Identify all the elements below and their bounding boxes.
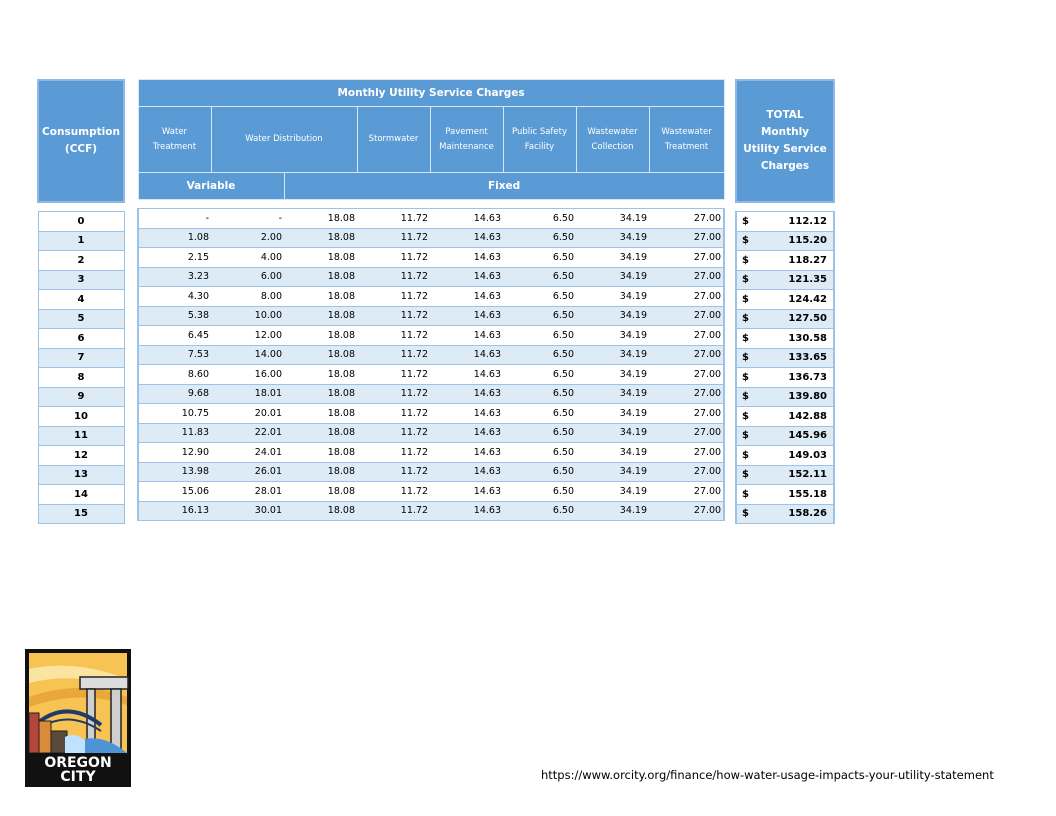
charge-cell: 6.50 — [503, 228, 576, 248]
total-row — [736, 251, 834, 271]
consumption-value: 6 — [38, 329, 124, 349]
charges-table — [137, 79, 725, 521]
charge-cell: 13.98 — [138, 462, 211, 482]
total-row — [736, 368, 834, 388]
consumption-value: 5 — [38, 309, 124, 329]
charge-cell: 22.01 — [211, 423, 284, 443]
charge-cell: - — [138, 209, 211, 229]
charge-cell: 11.72 — [357, 404, 430, 424]
consumption-row — [38, 485, 124, 505]
charge-cell: 27.00 — [649, 384, 724, 404]
table-row — [138, 404, 724, 424]
charge-cell: 14.63 — [430, 462, 503, 482]
charge-cell: 11.72 — [357, 306, 430, 326]
currency-symbol: $ — [736, 368, 785, 388]
charge-cell: 34.19 — [576, 287, 649, 307]
charge-cell: 14.63 — [430, 482, 503, 502]
charge-cell: 34.19 — [576, 384, 649, 404]
charge-cell: 6.50 — [503, 326, 576, 346]
total-row — [736, 485, 834, 505]
charge-cell: 3.23 — [138, 267, 211, 287]
total-header: TOTAL Monthly Utility Service Charges — [736, 80, 834, 202]
charge-cell: 14.63 — [430, 326, 503, 346]
col-header-wastewater-collection: Wastewater Collection — [576, 107, 649, 173]
table-row — [138, 345, 724, 365]
charge-cell: 11.72 — [357, 228, 430, 248]
charge-cell: 6.50 — [503, 423, 576, 443]
charge-cell: 12.90 — [138, 443, 211, 463]
consumption-row — [38, 407, 124, 427]
charge-cell: 34.19 — [576, 345, 649, 365]
group-variable: Variable — [138, 173, 284, 200]
charge-cell: 26.01 — [211, 462, 284, 482]
consumption-row — [38, 251, 124, 271]
charge-cell: 18.08 — [284, 306, 357, 326]
consumption-header-line1: Consumption — [42, 126, 120, 138]
consumption-row — [38, 329, 124, 349]
currency-symbol: $ — [736, 504, 785, 524]
consumption-value: 14 — [38, 485, 124, 505]
logo-text-oregon: OREGON — [44, 755, 112, 771]
charge-cell: 34.19 — [576, 209, 649, 229]
charge-cell: 11.72 — [357, 462, 430, 482]
footer-url: https://www.orcity.org/finance/how-water-usage-impacts-your-utility-statement — [541, 768, 994, 782]
charge-cell: 18.08 — [284, 423, 357, 443]
charge-cell: 20.01 — [211, 404, 284, 424]
consumption-value: 15 — [38, 504, 124, 524]
charge-cell: 27.00 — [649, 306, 724, 326]
charge-cell: 34.19 — [576, 267, 649, 287]
consumption-row — [38, 212, 124, 232]
currency-symbol: $ — [736, 251, 785, 271]
charge-cell: 11.72 — [357, 287, 430, 307]
consumption-table — [37, 79, 125, 524]
charge-cell: 18.08 — [284, 326, 357, 346]
charge-cell: 6.50 — [503, 306, 576, 326]
consumption-row — [38, 368, 124, 388]
charge-cell: 2.15 — [138, 248, 211, 268]
currency-symbol: $ — [736, 231, 785, 251]
consumption-value: 12 — [38, 446, 124, 466]
total-amount: 158.26 — [785, 504, 834, 524]
total-amount: 149.03 — [785, 446, 834, 466]
total-amount: 142.88 — [785, 407, 834, 427]
charge-cell: 28.01 — [211, 482, 284, 502]
charge-cell: 18.08 — [284, 248, 357, 268]
charge-cell: 14.63 — [430, 287, 503, 307]
charge-cell: 6.45 — [138, 326, 211, 346]
charge-cell: 18.08 — [284, 287, 357, 307]
charge-cell: 27.00 — [649, 482, 724, 502]
table-title: Monthly Utility Service Charges — [138, 80, 724, 107]
charge-cell: 6.50 — [503, 501, 576, 521]
charge-cell: 18.01 — [211, 384, 284, 404]
consumption-value: 2 — [38, 251, 124, 271]
charge-cell: 27.00 — [649, 345, 724, 365]
consumption-row — [38, 231, 124, 251]
charge-cell: 11.72 — [357, 267, 430, 287]
table-row — [138, 209, 724, 229]
consumption-value: 9 — [38, 387, 124, 407]
consumption-row — [38, 504, 124, 524]
charge-cell: 12.00 — [211, 326, 284, 346]
table-row — [138, 365, 724, 385]
charge-cell: 6.50 — [503, 384, 576, 404]
charge-cell: 6.50 — [503, 365, 576, 385]
logo-text-city: CITY — [60, 769, 96, 785]
total-amount: 136.73 — [785, 368, 834, 388]
currency-symbol: $ — [736, 309, 785, 329]
charge-cell: 14.63 — [430, 501, 503, 521]
charge-cell: 14.00 — [211, 345, 284, 365]
charge-cell: 30.01 — [211, 501, 284, 521]
charge-cell: 34.19 — [576, 248, 649, 268]
charge-cell: 10.00 — [211, 306, 284, 326]
col-header-water-distribution: Water Distribution — [211, 107, 357, 173]
consumption-value: 4 — [38, 290, 124, 310]
total-amount: 145.96 — [785, 426, 834, 446]
charge-cell: 14.63 — [430, 267, 503, 287]
total-table — [735, 79, 835, 524]
charge-cell: 11.72 — [357, 326, 430, 346]
charge-cell: 24.01 — [211, 443, 284, 463]
charge-cell: 27.00 — [649, 365, 724, 385]
consumption-header — [38, 80, 124, 202]
charge-cell: 34.19 — [576, 404, 649, 424]
table-row — [138, 423, 724, 443]
charge-cell: 11.72 — [357, 501, 430, 521]
charge-cell: 34.19 — [576, 306, 649, 326]
charge-cell: 34.19 — [576, 501, 649, 521]
consumption-row — [38, 465, 124, 485]
table-row — [138, 326, 724, 346]
table-row — [138, 267, 724, 287]
total-row — [736, 290, 834, 310]
charge-cell: 34.19 — [576, 482, 649, 502]
charge-cell: 11.72 — [357, 423, 430, 443]
charge-cell: 18.08 — [284, 345, 357, 365]
charge-cell: 27.00 — [649, 404, 724, 424]
total-row — [736, 348, 834, 368]
charge-cell: 2.00 — [211, 228, 284, 248]
charge-cell: 14.63 — [430, 384, 503, 404]
table-row — [138, 306, 724, 326]
charge-cell: 11.72 — [357, 384, 430, 404]
charge-cell: 6.50 — [503, 345, 576, 365]
charge-cell: 18.08 — [284, 209, 357, 229]
charge-cell: 11.72 — [357, 248, 430, 268]
charge-cell: 14.63 — [430, 209, 503, 229]
total-amount: 124.42 — [785, 290, 834, 310]
total-row — [736, 387, 834, 407]
consumption-row — [38, 387, 124, 407]
charge-cell: 18.08 — [284, 228, 357, 248]
total-row — [736, 212, 834, 232]
charge-cell: 14.63 — [430, 345, 503, 365]
consumption-value: 10 — [38, 407, 124, 427]
col-header-stormwater: Stormwater — [357, 107, 430, 173]
total-row — [736, 426, 834, 446]
currency-symbol: $ — [736, 465, 785, 485]
charge-cell: 6.50 — [503, 443, 576, 463]
consumption-row — [38, 290, 124, 310]
charge-cell: 18.08 — [284, 501, 357, 521]
total-amount: 118.27 — [785, 251, 834, 271]
total-row — [736, 231, 834, 251]
col-header-wastewater-treatment: Wastewater Treatment — [649, 107, 724, 173]
charge-cell: 6.50 — [503, 462, 576, 482]
charge-cell: 27.00 — [649, 228, 724, 248]
charge-cell: 27.00 — [649, 326, 724, 346]
table-row — [138, 248, 724, 268]
table-row — [138, 482, 724, 502]
table-row — [138, 501, 724, 521]
col-header-pavement-maintenance: Pavement Maintenance — [430, 107, 503, 173]
charge-cell: 14.63 — [430, 404, 503, 424]
group-fixed: Fixed — [284, 173, 724, 200]
charge-cell: 6.50 — [503, 248, 576, 268]
charge-cell: 11.72 — [357, 345, 430, 365]
charge-cell: 18.08 — [284, 267, 357, 287]
total-row — [736, 407, 834, 427]
total-amount: 155.18 — [785, 485, 834, 505]
currency-symbol: $ — [736, 212, 785, 232]
consumption-value: 3 — [38, 270, 124, 290]
charge-cell: 34.19 — [576, 228, 649, 248]
charge-cell: 34.19 — [576, 326, 649, 346]
total-row — [736, 504, 834, 524]
total-row — [736, 270, 834, 290]
total-row — [736, 446, 834, 466]
charge-cell: 6.50 — [503, 482, 576, 502]
currency-symbol: $ — [736, 270, 785, 290]
charge-cell: 27.00 — [649, 501, 724, 521]
currency-symbol: $ — [736, 348, 785, 368]
consumption-header-line2: (CCF) — [64, 143, 98, 155]
consumption-value: 7 — [38, 348, 124, 368]
total-row — [736, 465, 834, 485]
charge-cell: 6.50 — [503, 404, 576, 424]
currency-symbol: $ — [736, 290, 785, 310]
total-row — [736, 309, 834, 329]
charge-cell: 11.83 — [138, 423, 211, 443]
consumption-value: 13 — [38, 465, 124, 485]
charge-cell: 18.08 — [284, 482, 357, 502]
charge-cell: 11.72 — [357, 482, 430, 502]
total-amount: 127.50 — [785, 309, 834, 329]
charge-cell: 4.30 — [138, 287, 211, 307]
consumption-value: 8 — [38, 368, 124, 388]
total-amount: 112.12 — [785, 212, 834, 232]
total-amount: 130.58 — [785, 329, 834, 349]
table-row — [138, 287, 724, 307]
currency-symbol: $ — [736, 387, 785, 407]
charge-cell: 6.50 — [503, 209, 576, 229]
charge-cell: 16.00 — [211, 365, 284, 385]
charge-cell: 18.08 — [284, 384, 357, 404]
charge-cell: 7.53 — [138, 345, 211, 365]
total-amount: 139.80 — [785, 387, 834, 407]
charge-cell: 6.50 — [503, 287, 576, 307]
total-amount: 115.20 — [785, 231, 834, 251]
total-amount: 121.35 — [785, 270, 834, 290]
charge-cell: 10.75 — [138, 404, 211, 424]
table-row — [138, 443, 724, 463]
charge-cell: 15.06 — [138, 482, 211, 502]
charge-cell: 11.72 — [357, 365, 430, 385]
col-header-public-safety-facility: Public Safety Facility — [503, 107, 576, 173]
charge-cell: 34.19 — [576, 365, 649, 385]
charge-cell: 18.08 — [284, 462, 357, 482]
charge-cell: 27.00 — [649, 443, 724, 463]
charge-cell: 27.00 — [649, 248, 724, 268]
consumption-row — [38, 270, 124, 290]
charge-cell: 6.00 — [211, 267, 284, 287]
charge-cell: 8.00 — [211, 287, 284, 307]
total-amount: 152.11 — [785, 465, 834, 485]
charge-cell: 34.19 — [576, 443, 649, 463]
currency-symbol: $ — [736, 407, 785, 427]
consumption-row — [38, 446, 124, 466]
charge-cell: 14.63 — [430, 248, 503, 268]
consumption-value: 0 — [38, 212, 124, 232]
consumption-row — [38, 309, 124, 329]
charge-cell: 11.72 — [357, 209, 430, 229]
charge-cell: - — [211, 209, 284, 229]
table-row — [138, 228, 724, 248]
charge-cell: 27.00 — [649, 209, 724, 229]
charge-cell: 27.00 — [649, 462, 724, 482]
consumption-row — [38, 426, 124, 446]
consumption-row — [38, 348, 124, 368]
charge-cell: 11.72 — [357, 443, 430, 463]
charge-cell: 27.00 — [649, 423, 724, 443]
col-header-water-treatment: Water Treatment — [138, 107, 211, 173]
table-row — [138, 462, 724, 482]
charge-cell: 14.63 — [430, 306, 503, 326]
charge-cell: 5.38 — [138, 306, 211, 326]
charge-cell: 14.63 — [430, 365, 503, 385]
charge-cell: 1.08 — [138, 228, 211, 248]
charge-cell: 34.19 — [576, 462, 649, 482]
charge-cell: 14.63 — [430, 423, 503, 443]
currency-symbol: $ — [736, 485, 785, 505]
total-amount: 133.65 — [785, 348, 834, 368]
oregon-city-logo — [25, 649, 131, 787]
charge-cell: 6.50 — [503, 267, 576, 287]
charge-cell: 18.08 — [284, 443, 357, 463]
charge-cell: 4.00 — [211, 248, 284, 268]
currency-symbol: $ — [736, 446, 785, 466]
charge-cell: 34.19 — [576, 423, 649, 443]
charge-cell: 14.63 — [430, 228, 503, 248]
total-row — [736, 329, 834, 349]
table-row — [138, 384, 724, 404]
charge-cell: 14.63 — [430, 443, 503, 463]
consumption-value: 11 — [38, 426, 124, 446]
charge-cell: 27.00 — [649, 287, 724, 307]
currency-symbol: $ — [736, 329, 785, 349]
charge-cell: 18.08 — [284, 404, 357, 424]
charge-cell: 18.08 — [284, 365, 357, 385]
consumption-value: 1 — [38, 231, 124, 251]
charge-cell: 27.00 — [649, 267, 724, 287]
charge-cell: 8.60 — [138, 365, 211, 385]
currency-symbol: $ — [736, 426, 785, 446]
charge-cell: 16.13 — [138, 501, 211, 521]
charge-cell: 9.68 — [138, 384, 211, 404]
